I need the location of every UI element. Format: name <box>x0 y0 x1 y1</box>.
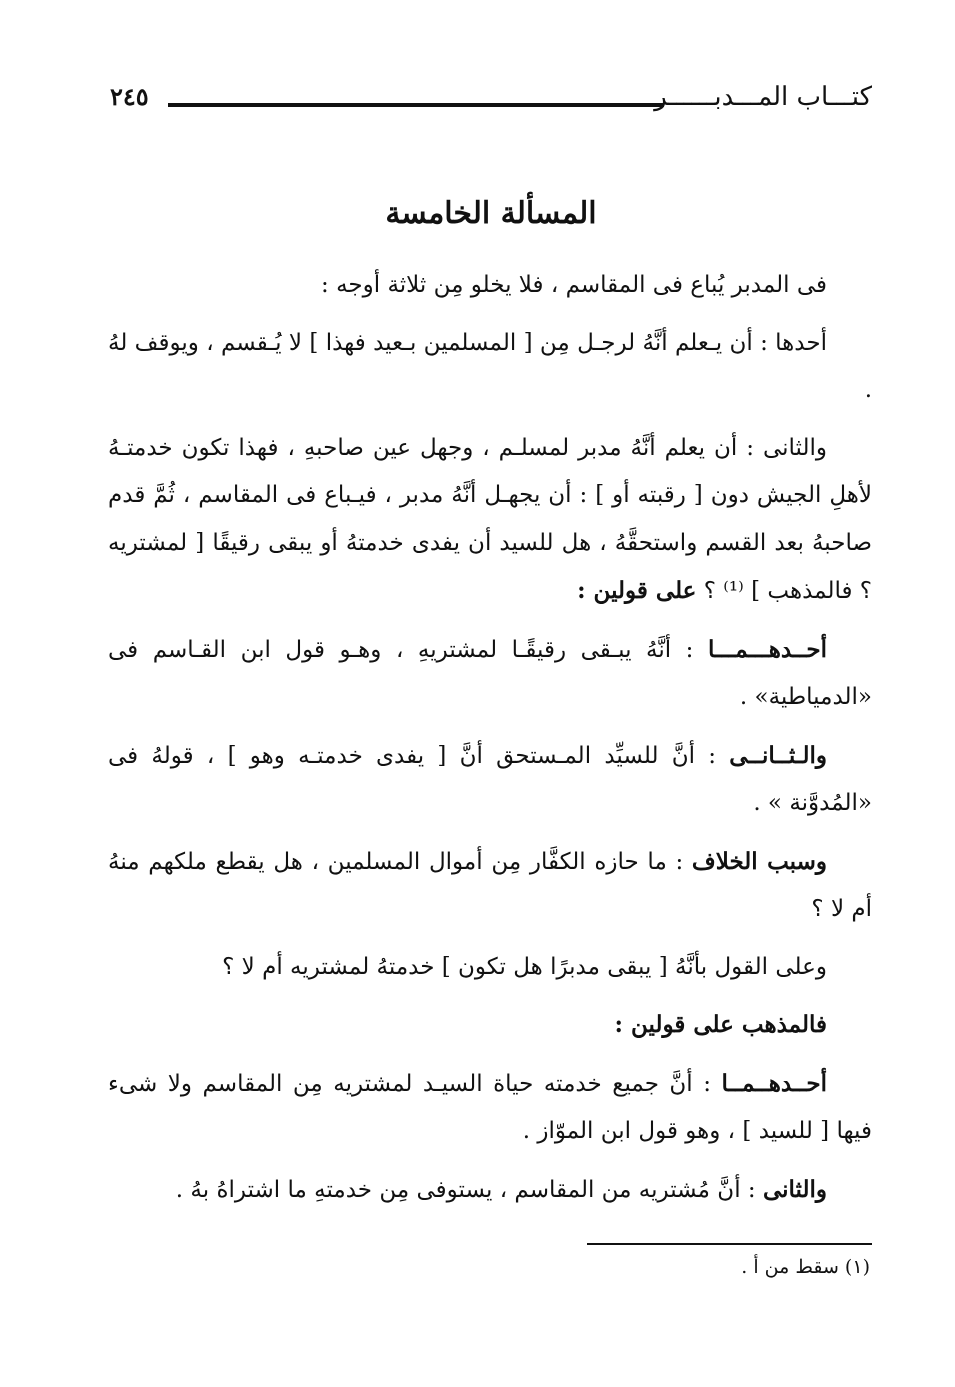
paragraph-text: : أنَّهُ يبـقى رقيقًـا لمشتريهِ ، وهـو قول ابن القـاسم فى «الدمياطية» . <box>108 636 872 710</box>
footnote-rule <box>587 1243 872 1245</box>
body-text <box>108 262 872 1224</box>
running-header <box>110 82 872 122</box>
book-title: كتـــاب المـــدبــــــر <box>654 82 872 112</box>
paragraph-text: : أنَّ مُشتريه من المقاسم ، يستوفى مِن خدمتهِ ما اشتراهُ بهُ . <box>175 1176 756 1203</box>
paragraph-lead: أحــدهــمــا <box>721 1069 828 1097</box>
paragraph-first-case <box>108 320 872 415</box>
paragraph-reason-of-dispute <box>108 838 872 934</box>
paragraph-text: : أنَّ جميع خدمته حياة السيـد لمشتريه مِن المقاسم ولا شىء فيها [ للسيد ] ، وهو قول ابن الموّاز . <box>108 1070 872 1144</box>
header-rule <box>168 103 664 107</box>
section-title: المسألة الخامسة <box>385 196 597 231</box>
paragraph-first-opinion <box>108 626 872 722</box>
paragraph-lead: وسبب الخلاف <box>691 847 827 875</box>
paragraph-lead: فالمذهب على قولين : <box>614 1011 827 1038</box>
paragraph-text: : ما حازه الكفَّار مِن أموال المسلمين ، هل يقطع ملكهم منهُ أم لا ؟ <box>108 848 872 922</box>
paragraph-opinion-one <box>108 1060 872 1156</box>
paragraph-service-question <box>108 944 872 992</box>
paragraph-lead: أحــدهـــمـــا <box>707 635 828 663</box>
paragraph-text: فى المدبر يُباع فى المقاسم ، فلا يخلو مِن ثلاثة أوجه : <box>321 272 827 298</box>
paragraph-text: وعلى القول بأنَّهُ [ يبقى مدبرًا هل تكون ] خدمتهُ لمشتريه أم لا ؟ <box>222 953 827 980</box>
paragraph-second-opinion <box>108 732 872 828</box>
footnote: (١) سقط من أ . <box>741 1256 870 1278</box>
paragraph-lead: والـثــانــى <box>729 741 828 769</box>
paragraph-madhab-two-opinions <box>108 1001 872 1050</box>
paragraph-tail: على قولين : <box>577 577 697 604</box>
paragraph-lead: والثانى <box>762 1175 827 1203</box>
paragraph-intro <box>108 262 872 310</box>
paragraph-opinion-two <box>108 1166 872 1215</box>
paragraph-text: : أنَّ للسيِّد المـستحق أنَّ [ يفدى خدمتـه وهو ] ، قولهُ فى «المُدوَّنة » . <box>108 742 872 816</box>
paragraph-second-case <box>108 425 872 616</box>
paragraph-text: أحدها : أن يـعلم أنَّهُ لرجـل مِن [ المسلمين بـعيد فهذا ] لا يُـقسم ، ويوقف لهُ . <box>108 329 872 403</box>
paragraph-text: والثانى : أن يعلم أنَّهُ مدبر لمسلـم ، وجهل عين صاحبهِ ، فهذا تكون خدمتـهُ لأهلِ الجيش دون [ رقبته أو ] : أن يجهـل أنَّهُ مدبر ، فيـباع فى المقاسم ، ثُمَّ قدم صاحبهُ بعد القسم واستحقَّهُ ، هل للسيد أن يفدى خدمتهُ أو يبقى رقيقًا [ لمشتريه ؟ فالمذهب ] ⁽¹⁾ ؟ <box>108 434 872 604</box>
page-number: ٢٤٥ <box>110 82 149 111</box>
